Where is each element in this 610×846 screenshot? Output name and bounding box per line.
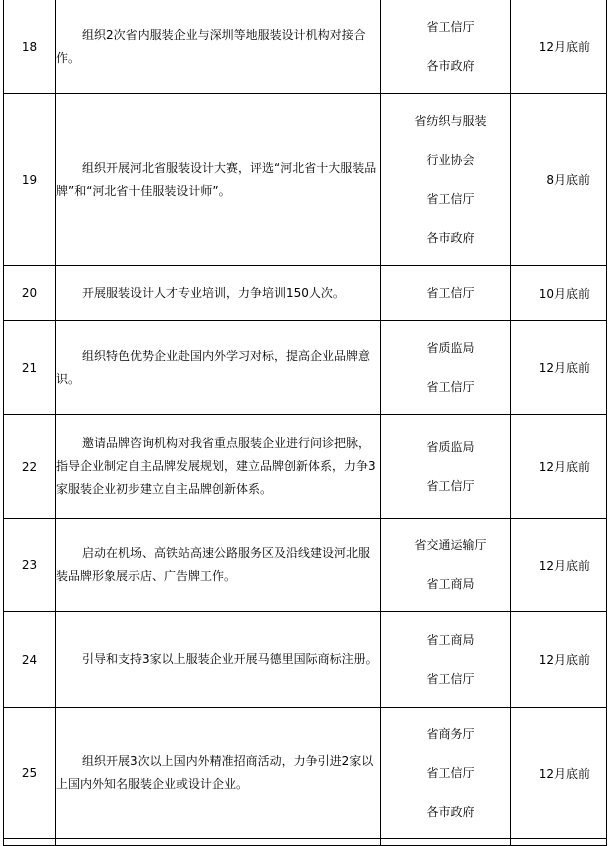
- task-description: 组织开展3次以上国内外精准招商活动，力争引进2家以上国内外知名服装企业或设计企业。: [56, 708, 381, 839]
- department: 省质监局: [426, 340, 475, 355]
- responsible-departments: [381, 708, 511, 839]
- table-row: [4, 266, 607, 321]
- responsible-departments: [381, 266, 511, 321]
- department: 省商务厅: [426, 726, 475, 741]
- responsible-departments: [381, 612, 511, 708]
- department: 省交通运输厅: [414, 538, 487, 552]
- deadline: 12月底前: [511, 321, 607, 415]
- department: 省纺织与服装: [414, 113, 487, 128]
- empty-cell: [381, 839, 511, 846]
- department: 行业协会: [426, 152, 475, 167]
- department: 各市政府: [426, 804, 475, 819]
- department: 各市政府: [426, 230, 475, 245]
- task-description: 引导和支持3家以上服装企业开展马德里国际商标注册。: [56, 612, 381, 708]
- table-row: [4, 708, 607, 839]
- row-number: 23: [4, 519, 56, 612]
- table-row-partial: [4, 839, 607, 846]
- department: 省工信厅: [426, 285, 475, 300]
- task-description: 开展服装设计人才专业培训，力争培训150人次。: [56, 266, 381, 321]
- responsible-departments: [381, 519, 511, 612]
- deadline: 12月底前: [511, 708, 607, 839]
- department: 省工信厅: [426, 379, 475, 394]
- deadline: 10月底前: [511, 266, 607, 321]
- empty-cell: [4, 839, 56, 846]
- table-row: [4, 612, 607, 708]
- row-number: 18: [4, 0, 56, 94]
- department: 省工信厅: [426, 478, 475, 493]
- table-row: [4, 0, 607, 94]
- department: 省工信厅: [426, 19, 475, 34]
- row-number: 19: [4, 94, 56, 266]
- department: 省工信厅: [426, 765, 475, 780]
- task-description: 邀请品牌咨询机构对我省重点服装企业进行问诊把脉，指导企业制定自主品牌发展规划，建立品牌创新体系，力争3家服装企业初步建立自主品牌创新体系。: [56, 415, 381, 519]
- deadline: 8月底前: [511, 94, 607, 266]
- task-description: 组织开展河北省服装设计大赛，评选“河北省十大服装品牌”和“河北省十佳服装设计师”。: [56, 94, 381, 266]
- department: 省工商局: [426, 577, 475, 591]
- task-description: 组织2次省内服装企业与深圳等地服装设计机构对接合作。: [56, 0, 381, 94]
- responsible-departments: [381, 321, 511, 415]
- task-table: [3, 0, 607, 846]
- responsible-departments: [381, 0, 511, 94]
- department: 省质监局: [426, 439, 475, 454]
- table-row: [4, 415, 607, 519]
- responsible-departments: [381, 94, 511, 266]
- row-number: 22: [4, 415, 56, 519]
- task-description: 启动在机场、高铁站高速公路服务区及沿线建设河北服装品牌形象展示店、广告牌工作。: [56, 519, 381, 612]
- deadline: 12月底前: [511, 0, 607, 94]
- row-number: 21: [4, 321, 56, 415]
- task-description: 组织特色优势企业赴国内外学习对标，提高企业品牌意识。: [56, 321, 381, 415]
- deadline: 12月底前: [511, 415, 607, 519]
- empty-cell: [56, 839, 381, 846]
- department: 省工信厅: [426, 191, 475, 206]
- table-row: [4, 94, 607, 266]
- responsible-departments: [381, 415, 511, 519]
- empty-cell: [511, 839, 607, 846]
- row-number: 20: [4, 266, 56, 321]
- department: 省工信厅: [426, 671, 475, 686]
- department: 各市政府: [426, 58, 475, 73]
- deadline: 12月底前: [511, 519, 607, 612]
- deadline: 12月底前: [511, 612, 607, 708]
- row-number: 24: [4, 612, 56, 708]
- department: 省工商局: [426, 632, 475, 647]
- row-number: 25: [4, 708, 56, 839]
- table-row: [4, 519, 607, 612]
- table-row: [4, 321, 607, 415]
